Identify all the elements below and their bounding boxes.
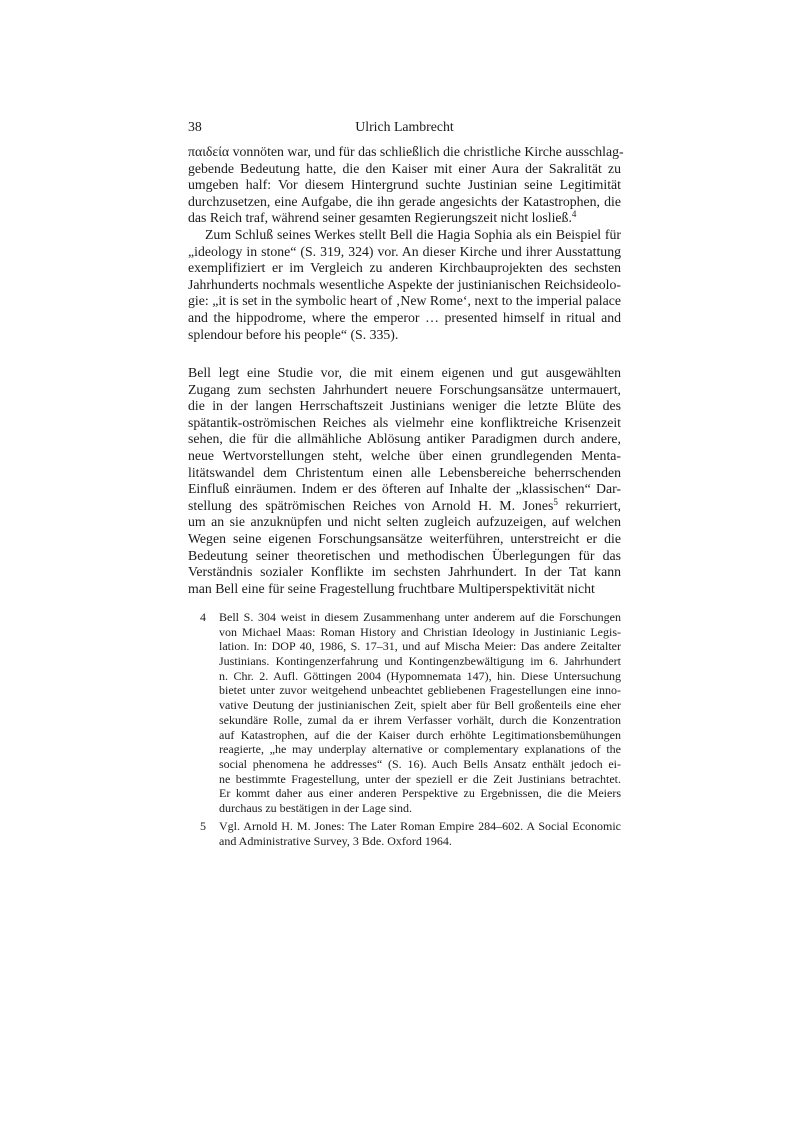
text-line [188, 277, 621, 294]
text-line [188, 581, 621, 598]
text-line [188, 448, 621, 465]
footnote-line: lation. In: DOP 40, 1986, S. 17–31, und auf Mischa Meier: Das andere Zeitalter [219, 639, 621, 654]
text-line [188, 382, 621, 399]
text-line [188, 465, 621, 482]
line-text: um an sie anzuknüpfen und nicht selten zugleich aufzuzeigen, auf welchen [188, 514, 621, 530]
line-text: Wegen seine eigenen Forschungsansätze weiterführen, unterstreicht er die [188, 530, 621, 546]
line-text: Verständnis sozialer Konflikte im sechsten Jahrhundert. In der Tat kann [188, 564, 621, 580]
line-text: litätswandel dem Christentum einen alle Lebensbereiche beherrschenden [188, 464, 621, 480]
text-line [188, 177, 621, 194]
line-text: exemplifiziert er im Vergleich zu anderen Kirchbauprojekten des sechsten [188, 260, 621, 276]
footnote-body [219, 610, 621, 816]
footnote-line: Bell S. 304 weist in diesem Zusammenhang unter anderem auf die Forschungen [219, 610, 621, 624]
footnote-line: von Michael Maas: Roman History and Christian Ideology in Justinianic Legis- [219, 624, 621, 639]
text-line [188, 293, 621, 310]
text-line [188, 210, 621, 227]
footnote-number: 4 [200, 610, 206, 624]
text-line [188, 548, 621, 565]
footnote-body [219, 819, 621, 848]
line-text: sehen, die für die allmähliche Ablösung antiker Paradigmen durch andere, [188, 431, 621, 447]
line-text: stellung des spätrömischen Reiches von Arnold H. M. Jones [188, 497, 554, 513]
line-text: Jahrhunderts nochmals wesentliche Aspekte der justinianischen Reichsideolo- [188, 276, 621, 292]
footnote-line: ne bestimmte Fragestellung, unter der speziell er die Zeit Justinians betrachtet. [219, 771, 621, 786]
text-line [188, 431, 621, 448]
text-line [188, 564, 621, 581]
line-text: „ideology in stone“ (S. 319, 324) vor. An dieser Kirche und ihrer Ausstattung [188, 243, 621, 259]
text-line [188, 498, 621, 515]
line-text: παιδεία vonnöten war, und für das schließlich die christliche Kirche ausschlag- [188, 144, 624, 159]
line-text: rekurriert, [557, 497, 621, 513]
text-line [188, 260, 621, 277]
footnote-line: n. Chr. 2. Aufl. Göttingen 2004 (Hypomnemata 147), hin. Diese Untersuchung [219, 668, 621, 683]
footnote-line: Er kommt daher aus einer anderen Perspektive zu Ergebnissen, die die Meiers [219, 786, 621, 801]
line-text: neue Wertvorstellungen steht, welche über einen grundlegenden Menta- [188, 447, 621, 463]
footnote-line: sekundäre Rolle, zumal da er ihrem Verfasser vorhält, durch die Konzentration [219, 712, 621, 727]
text-line [188, 161, 621, 178]
footnote-line: Justinians. Kontingenzerfahrung und Kontingenzbewältigung im 6. Jahrhundert [219, 654, 621, 669]
footnote-reference[interactable]: 4 [571, 209, 577, 220]
text-block [188, 144, 624, 343]
text-line [188, 481, 621, 498]
line-text: gebende Bedeutung hatte, die den Kaiser mit einer Aura der Sakralität zu [188, 160, 621, 176]
line-text: man Bell eine für seine Fragestellung fruchtbare Multiperspektivität nicht [188, 580, 595, 596]
footnote-line: Vgl. Arnold H. M. Jones: The Later Roman Empire 284–602. A Social Economic [219, 819, 621, 833]
footnote-line: bietet unter zuvor weitgehend unbeachtet gebliebenen Fragestellungen eine inno- [219, 683, 621, 698]
text-line [188, 144, 624, 161]
text-line [188, 415, 621, 432]
footnote-line: vative Deutung der justinianischen Zeit, spielt aber für Bell großenteils eine eher [219, 698, 621, 713]
line-text: die in der langen Herrschaftszeit Justinians weniger die letzte Blüte des [188, 398, 621, 414]
footnote-line: durchaus zu bestätigen in der Lage sind. [219, 800, 412, 815]
line-text: Zum Schluß seines Werkes stellt Bell die Hagia Sophia als ein Beispiel für [205, 226, 621, 242]
line-text: gie: „it is set in the symbolic heart of ‚New Rome‘, next to the imperial palace [188, 293, 621, 309]
footnote-reference[interactable]: 5 [553, 496, 558, 507]
line-text: durchzusetzen, eine Aufgabe, die ihn gerade angesichts der Katastrophen, die [188, 193, 621, 209]
paragraph [188, 144, 624, 227]
text-line [188, 514, 621, 531]
text-line [188, 244, 621, 261]
line-text: Einfluß einräumen. Indem er des öfteren auf Inhalte der „klassischen“ Dar- [188, 481, 621, 497]
line-text: spätantik-oströmischen Reiches als vielmehr eine konfliktreiche Krisenzeit [188, 414, 621, 430]
text-line [188, 227, 621, 244]
text-line [188, 327, 621, 344]
line-text: and the hippodrome, where the emperor … presented himself in ritual and [188, 309, 621, 325]
footnote-line: reagierte, „he may underplay alternative or complementary explanations of the [219, 742, 621, 757]
text-line [188, 365, 621, 382]
line-text: splendour before his people“ (S. 335). [188, 326, 399, 342]
line-text: das Reich traf, während seiner gesamten Regierungszeit nicht losließ. [188, 210, 572, 226]
running-head: Ulrich Lambrecht [355, 119, 454, 134]
footnote-line: and Administrative Survey, 3 Bde. Oxford 1964. [219, 833, 452, 848]
line-text: Bedeutung seiner theoretischen und methodischen Überlegungen für das [188, 547, 621, 563]
paragraph [188, 365, 621, 597]
text-line [188, 310, 621, 327]
text-line [188, 398, 621, 415]
footnote-line: auf Katastrophen, auf die der Kaiser durch erhöhte Legitimationsbemühungen [219, 727, 621, 742]
line-text: umgeben half: Vor diesem Hintergrund suchte Justinian seine Legitimität [188, 177, 621, 193]
text-line [188, 194, 621, 211]
line-text: Bell legt eine Studie vor, die mit einem eigenen und gut ausgewählten [188, 365, 621, 380]
paragraph [188, 227, 621, 343]
footnote-line: social phenomena he addresses“ (S. 16). Auch Bells Ansatz enthält jedoch ei- [219, 756, 621, 771]
text-line [188, 531, 621, 548]
footnote-number: 5 [200, 819, 206, 833]
line-text: Zugang zum sechsten Jahrhundert neuere Forschungsansätze untermauert, [188, 381, 621, 397]
page-number: 38 [188, 119, 202, 134]
